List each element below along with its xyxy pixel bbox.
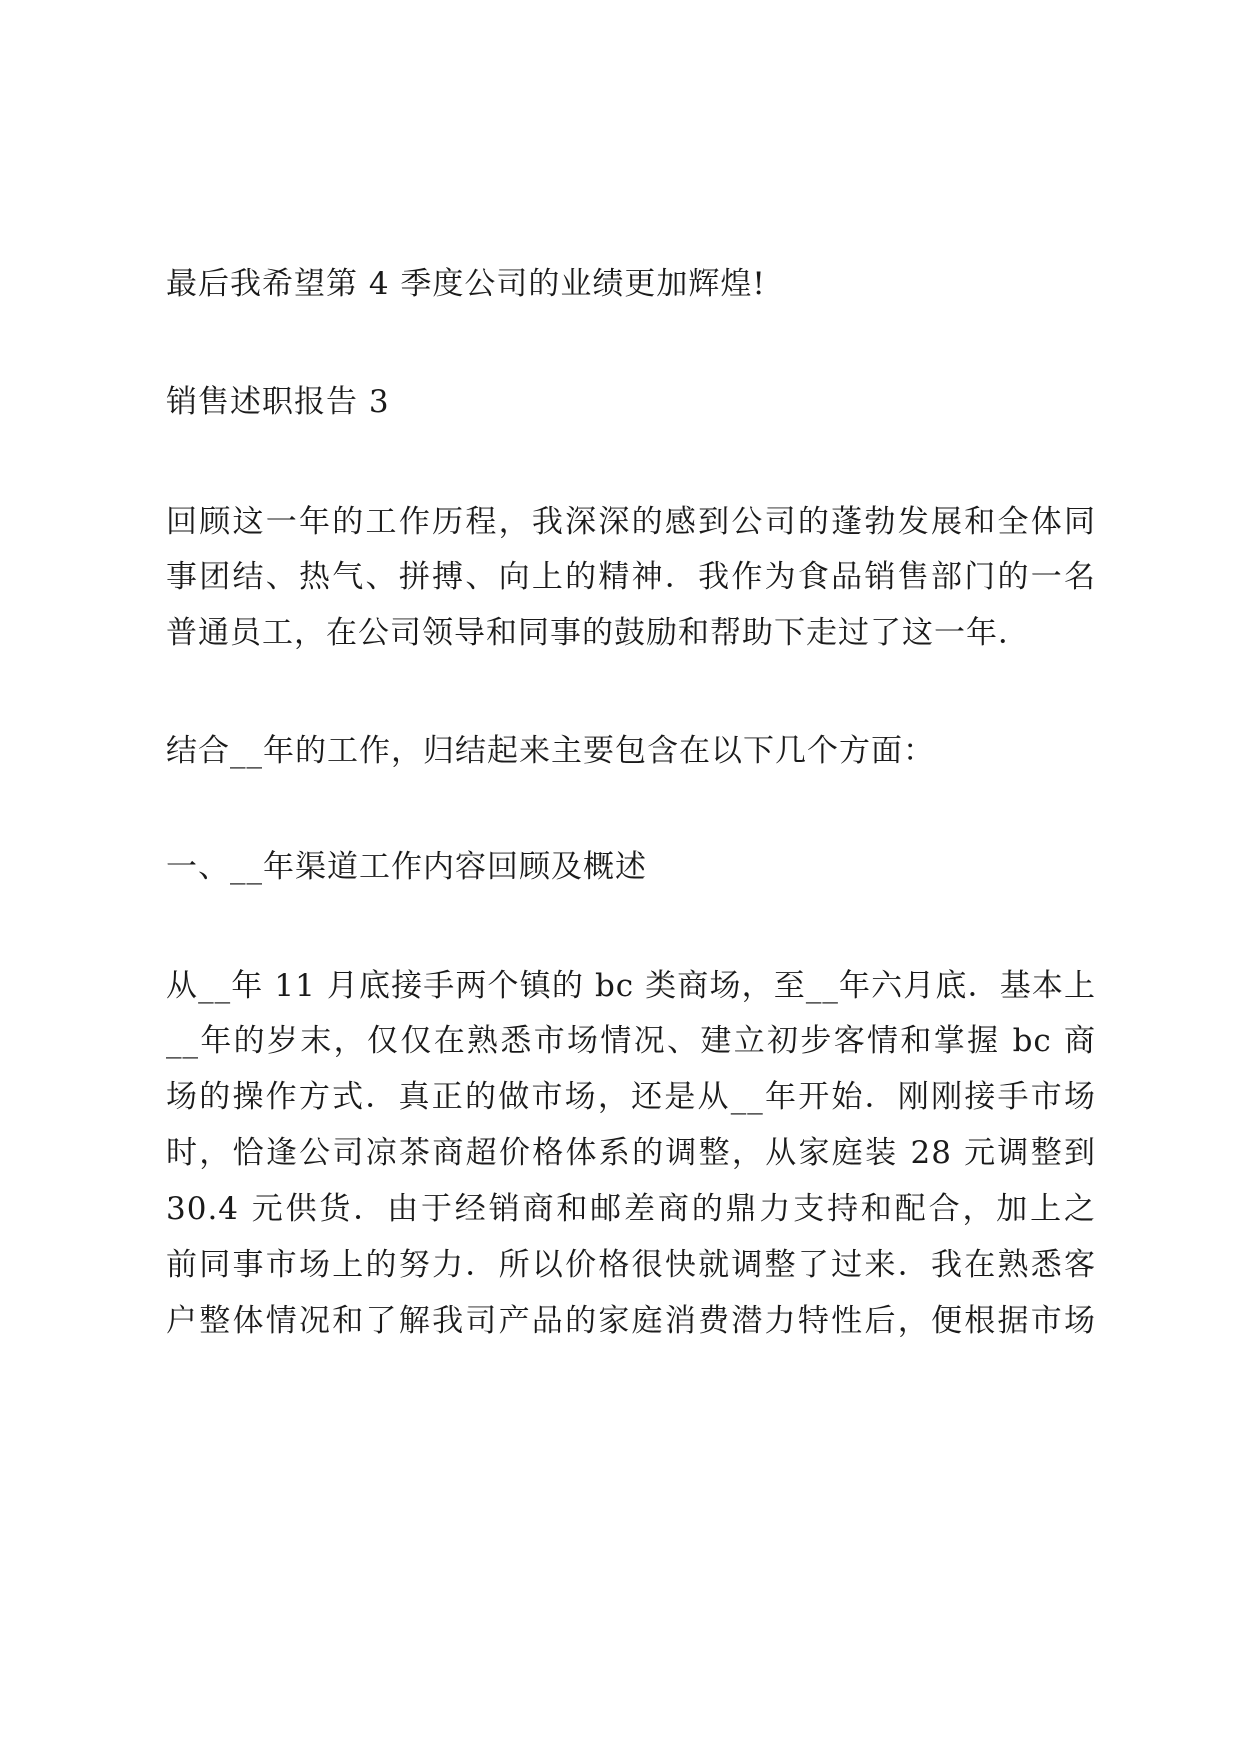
body-paragraph-line: 时，恰逢公司凉茶商超价格体系的调整，从家庭装 28 元调整到 <box>166 1135 1096 1171</box>
intro-paragraph-line: 事团结、热气、拼搏、向上的精神．我作为食品销售部门的一名 <box>166 559 1096 595</box>
closing-line: 最后我希望第 4 季度公司的业绩更加辉煌! <box>166 266 766 302</box>
body-paragraph-line: 前同事市场上的努力．所以价格很快就调整了过来．我在熟悉客 <box>166 1247 1096 1283</box>
intro-paragraph-line: 普通员工，在公司领导和同事的鼓励和帮助下走过了这一年． <box>166 615 1030 651</box>
section-heading: 一、__年渠道工作内容回顾及概述 <box>166 849 647 885</box>
body-paragraph-line: 场的操作方式．真正的做市场，还是从__年开始．刚刚接手市场 <box>166 1079 1096 1115</box>
intro-paragraph-line: 回顾这一年的工作历程，我深深的感到公司的蓬勃发展和全体同 <box>166 504 1096 540</box>
body-paragraph-line: 从__年 11 月底接手两个镇的 bc 类商场，至__年六月底．基本上 <box>166 968 1096 1004</box>
summary-line: 结合__年的工作，归结起来主要包含在以下几个方面： <box>166 733 935 769</box>
report-title: 销售述职报告 3 <box>166 384 390 420</box>
body-paragraph-line: 户整体情况和了解我司产品的家庭消费潜力特性后，便根据市场 <box>166 1303 1096 1339</box>
body-paragraph-line: 30.4 元供货．由于经销商和邮差商的鼎力支持和配合，加上之 <box>166 1191 1096 1227</box>
body-paragraph-line: __年的岁末，仅仅在熟悉市场情况、建立初步客情和掌握 bc 商 <box>166 1023 1096 1059</box>
